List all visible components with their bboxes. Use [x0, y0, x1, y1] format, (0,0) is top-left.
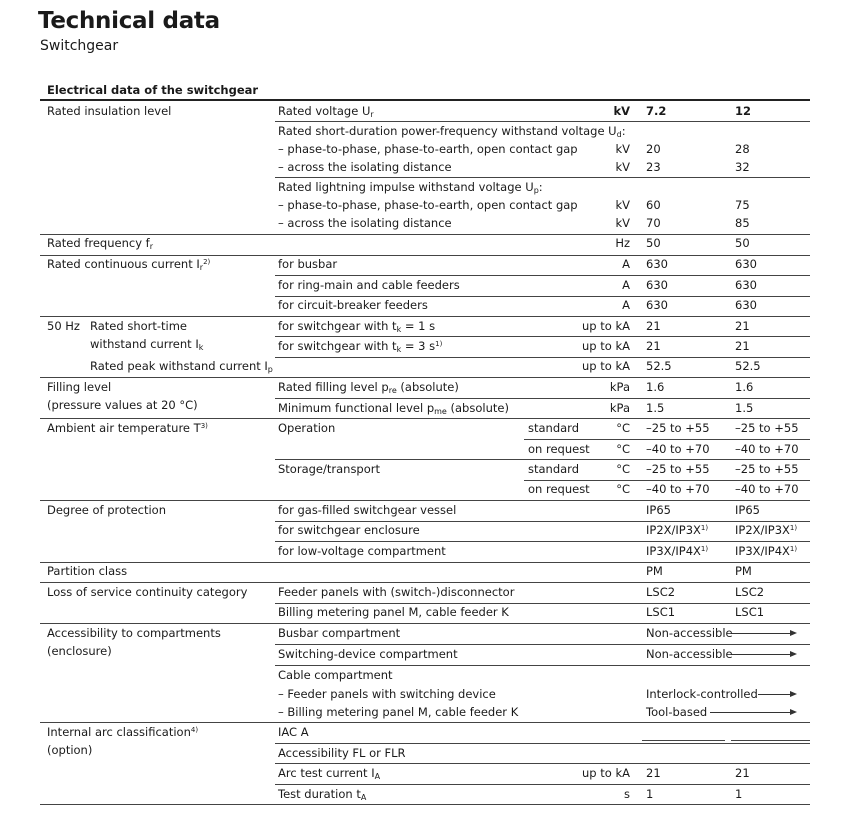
arrow-right-icon: [790, 691, 797, 697]
section-heading: Electrical data of the switchgear: [47, 83, 259, 97]
gas-v2: IP65: [735, 503, 760, 517]
arrow-line: [758, 694, 790, 695]
label-ambient: Ambient air temperature $T^{3)}$: [47, 421, 208, 435]
fill-a-unit: kPa: [609, 380, 630, 394]
label-access: Accessibility to compartments: [47, 626, 221, 640]
lsc-b-label: Billing metering panel M, cable feeder K: [278, 605, 509, 619]
row-rule: [90, 377, 267, 378]
op-std-unit: °C: [616, 421, 630, 435]
sw-comp-value: Non-accessible: [646, 647, 733, 661]
row-rule: [40, 255, 810, 256]
row-rule: [275, 275, 810, 276]
arrow-right-icon: [790, 630, 797, 636]
row-rule: [40, 722, 810, 723]
lv-v1: $IP3X/IP4X^{1)}$: [646, 544, 709, 558]
pf-b: – across the isolating distance: [278, 160, 452, 174]
sw-comp-label: Switching-device compartment: [278, 647, 458, 661]
part-v1: PM: [646, 564, 663, 578]
cb-unit: A: [622, 298, 630, 312]
lsc-a-label: Feeder panels with (switch-)disconnector: [278, 585, 515, 599]
cable-comp-label: Cable compartment: [278, 668, 393, 682]
row-rule: [40, 500, 810, 501]
test-dur-unit: s: [624, 787, 630, 801]
bus-comp-value: Non-accessible: [646, 626, 733, 640]
row-rule: [275, 541, 810, 542]
fill-a-label: Rated filling level $p_{re}$ (absolute): [278, 380, 459, 395]
row-rule: [642, 740, 725, 741]
freq-unit: Hz: [615, 236, 630, 250]
pf-a-v1: 20: [646, 142, 661, 156]
label-50hz: 50 Hz: [47, 319, 80, 333]
label-short-time: Rated short-time: [90, 319, 188, 333]
st-std-v1: –25 to +55: [646, 462, 710, 476]
pf-title: Rated short-duration power-frequency withstand voltage $U_d$:: [278, 124, 626, 139]
fill-b-unit: kPa: [609, 401, 630, 415]
page-title: Technical data: [38, 8, 220, 34]
operation-label: Operation: [278, 421, 336, 435]
arc-cur-unit: up to kA: [582, 766, 630, 780]
encl-v2: $IP2X/IP3X^{1)}$: [735, 523, 798, 537]
label-short-time-2: withstand current $I_k$: [90, 337, 204, 352]
lv-label: for low-voltage compartment: [278, 544, 446, 558]
label-filling: Filling level: [47, 380, 112, 394]
lsc-a-v1: LSC2: [646, 585, 676, 599]
fill-b-v2: 1.5: [735, 401, 754, 415]
row-rule: [275, 743, 810, 744]
lv-v2: $IP3X/IP4X^{1)}$: [735, 544, 798, 558]
label-partition: Partition class: [47, 564, 128, 578]
label-filling-2: (pressure values at 20 °C): [47, 398, 198, 412]
freq-v2: 50: [735, 236, 750, 250]
test-dur-v1: 1: [646, 787, 654, 801]
row-rule: [275, 398, 810, 399]
label-access-2: (enclosure): [47, 644, 112, 658]
rated-voltage-label: Rated voltage $U_r$: [278, 104, 374, 119]
page-subtitle: Switchgear: [40, 38, 119, 54]
bus-comp-label: Busbar compartment: [278, 626, 401, 640]
fill-b-label: Minimum functional level $p_{me}$ (absolute): [278, 401, 509, 416]
arrow-line: [732, 654, 790, 655]
arc-cur-v1: 21: [646, 766, 661, 780]
cable-a-label: – Feeder panels with switching device: [278, 687, 496, 701]
pf-b-unit: kV: [615, 160, 630, 174]
li-a-unit: kV: [615, 198, 630, 212]
pf-a: – phase-to-phase, phase-to-earth, open contact gap: [278, 142, 578, 156]
st-req-v1: –40 to +70: [646, 482, 710, 496]
lsc-b-v2: LSC1: [735, 605, 765, 619]
op-std-label: standard: [528, 421, 580, 435]
row-rule: [731, 740, 810, 741]
fill-a-v1: 1.6: [646, 380, 665, 394]
st1-v2: 21: [735, 319, 750, 333]
arrow-right-icon: [790, 709, 797, 715]
test-dur-v2: 1: [735, 787, 743, 801]
cb-label: for circuit-breaker feeders: [278, 298, 428, 312]
freq-v1: 50: [646, 236, 661, 250]
peak-v1: 52.5: [646, 359, 672, 373]
gas-label: for gas-filled switchgear vessel: [278, 503, 457, 517]
st1-v1: 21: [646, 319, 661, 333]
busbar-unit: A: [622, 257, 630, 271]
row-rule: [524, 439, 810, 440]
row-rule: [275, 665, 810, 666]
row-rule: [40, 316, 810, 317]
ring-v2: 630: [735, 278, 757, 292]
arrow-line: [732, 633, 790, 634]
li-b-v1: 70: [646, 216, 661, 230]
op-req-v2: –40 to +70: [735, 442, 799, 456]
row-rule: [40, 623, 810, 624]
arc-cur-v2: 21: [735, 766, 750, 780]
op-req-v1: –40 to +70: [646, 442, 710, 456]
pf-a-v2: 28: [735, 142, 750, 156]
li-b-unit: kV: [615, 216, 630, 230]
rated-voltage-v1: 7.2: [646, 104, 667, 118]
row-rule: [275, 296, 810, 297]
row-rule: [275, 121, 810, 122]
st-req-label: on request: [528, 482, 590, 496]
row-rule: [40, 234, 810, 235]
lsc-b-v1: LSC1: [646, 605, 676, 619]
row-rule: [275, 784, 810, 785]
op-req-unit: °C: [616, 442, 630, 456]
pf-b-v1: 23: [646, 160, 661, 174]
ring-v1: 630: [646, 278, 668, 292]
st3-unit: up to kA: [582, 339, 630, 353]
section-rule: [40, 99, 810, 101]
op-std-v2: –25 to +55: [735, 421, 799, 435]
label-peak: Rated peak withstand current $I_p$: [90, 359, 273, 374]
st1-unit: up to kA: [582, 319, 630, 333]
fill-a-v2: 1.6: [735, 380, 754, 394]
pf-a-unit: kV: [615, 142, 630, 156]
label-arc: Internal arc classification$^{4)}$: [47, 725, 199, 739]
row-rule: [40, 562, 810, 563]
gas-v1: IP65: [646, 503, 671, 517]
row-rule: [275, 336, 810, 337]
st-std-unit: °C: [616, 462, 630, 476]
cb-v2: 630: [735, 298, 757, 312]
st3-v2: 21: [735, 339, 750, 353]
label-lsc: Loss of service continuity category: [47, 585, 248, 599]
lsc-a-v2: LSC2: [735, 585, 765, 599]
label-protection: Degree of protection: [47, 503, 166, 517]
row-rule: [524, 480, 810, 481]
row-rule: [275, 603, 810, 604]
li-a: – phase-to-phase, phase-to-earth, open contact gap: [278, 198, 578, 212]
label-frequency: Rated frequency $f_r$: [47, 236, 154, 251]
li-b-v2: 85: [735, 216, 750, 230]
arrow-line: [710, 712, 790, 713]
label-arc-2: (option): [47, 743, 93, 757]
cable-b-label: – Billing metering panel M, cable feeder K: [278, 705, 519, 719]
encl-v1: $IP2X/IP3X^{1)}$: [646, 523, 709, 537]
label-insulation: Rated insulation level: [47, 104, 172, 118]
peak-v2: 52.5: [735, 359, 761, 373]
storage-label: Storage/transport: [278, 462, 381, 476]
label-cont-current: Rated continuous current $I_r^{2)}$: [47, 257, 211, 272]
st3-label: for switchgear with $t_k = 3$ $s^{1)}$: [278, 339, 443, 354]
test-dur-label: Test duration $t_A$: [278, 787, 367, 802]
op-std-v1: –25 to +55: [646, 421, 710, 435]
st-req-unit: °C: [616, 482, 630, 496]
cable-a-value: Interlock-controlled: [646, 687, 758, 701]
busbar-v2: 630: [735, 257, 757, 271]
row-rule: [275, 521, 810, 522]
fl-label: Accessibility FL or FLR: [278, 746, 406, 760]
rated-voltage-v2: 12: [735, 104, 752, 118]
peak-unit: up to kA: [582, 359, 630, 373]
li-a-v1: 60: [646, 198, 661, 212]
arrow-right-icon: [790, 651, 797, 657]
busbar-v1: 630: [646, 257, 668, 271]
li-a-v2: 75: [735, 198, 750, 212]
ring-unit: A: [622, 278, 630, 292]
st-std-v2: –25 to +55: [735, 462, 799, 476]
row-rule: [275, 357, 810, 358]
row-rule: [40, 418, 810, 419]
part-v2: PM: [735, 564, 752, 578]
fill-b-v1: 1.5: [646, 401, 665, 415]
ring-label: for ring-main and cable feeders: [278, 278, 460, 292]
row-rule: [40, 804, 810, 805]
arc-cur-label: Arc test current $I_A$: [278, 766, 381, 781]
pf-b-v2: 32: [735, 160, 750, 174]
row-rule: [40, 582, 810, 583]
cable-b-value: Tool-based: [646, 705, 708, 719]
li-b: – across the isolating distance: [278, 216, 452, 230]
encl-label: for switchgear enclosure: [278, 523, 420, 537]
row-rule: [275, 177, 810, 178]
st-req-v2: –40 to +70: [735, 482, 799, 496]
row-rule: [275, 459, 810, 460]
rated-voltage-unit: kV: [613, 104, 630, 118]
st1-label: for switchgear with $t_k = 1$ s: [278, 319, 436, 334]
cb-v1: 630: [646, 298, 668, 312]
st3-v1: 21: [646, 339, 661, 353]
row-rule: [275, 644, 810, 645]
row-rule: [275, 763, 810, 764]
iac-label: IAC A: [278, 725, 309, 739]
li-title: Rated lightning impulse withstand voltage $U_p$:: [278, 180, 543, 195]
op-req-label: on request: [528, 442, 590, 456]
busbar-label: for busbar: [278, 257, 338, 271]
st-std-label: standard: [528, 462, 580, 476]
